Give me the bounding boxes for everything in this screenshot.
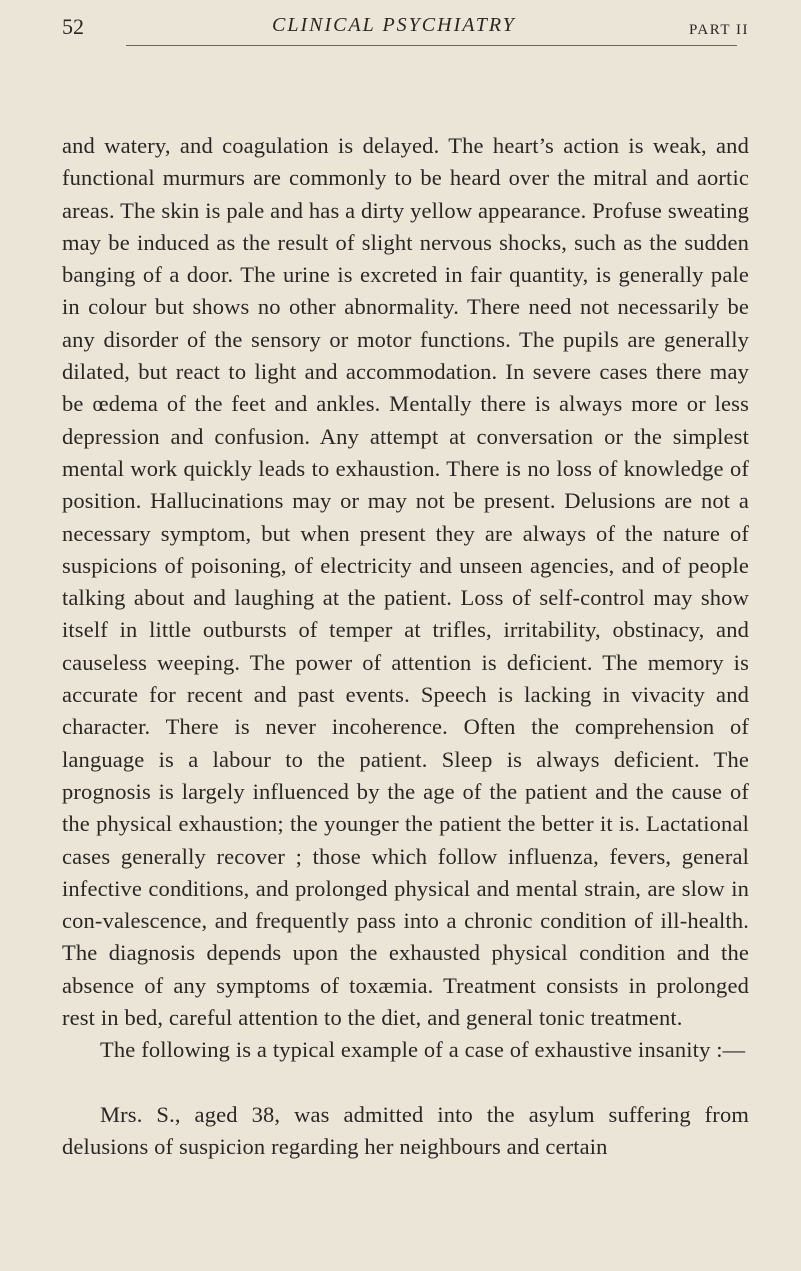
body-text bbox=[62, 130, 749, 1163]
page-number: 52 bbox=[62, 14, 84, 39]
paragraph-case-report: Mrs. S., aged 38, was admitted into the asylum suffering from delusions of suspicion regarding her neighbours and certain bbox=[62, 1101, 749, 1159]
running-head bbox=[62, 14, 749, 38]
header-rule bbox=[126, 45, 737, 46]
running-title: CLINICAL PSYCHIATRY bbox=[272, 14, 516, 36]
paragraph-example-intro: The following is a typical example of a case of exhaustive insanity :— bbox=[100, 1037, 746, 1063]
part-label: PART II bbox=[688, 22, 749, 38]
paragraph-continued: and watery, and coagulation is delayed. The heart’s action is weak, and functional murmurs are commonly to be heard over the mitral and aortic areas. The skin is pale and has a dirty yellow appearance. Profuse sweating may be induced as the result of slight nervous shocks, such as the sudden banging of a door. The urine is excreted in fair quantity, is generally pale in colour but shows no other abnormality. There need not necessarily be any disorder of the sensory or motor functions. The pupils are generally dilated, but react to light and accommodation. In severe cases there may be œdema of the feet and ankles. Mentally there is always more or less depression and confusion. Any attempt at conversation or the simplest mental work quickly leads to exhaustion. There is no loss of knowledge of position. Hallucinations may or may not be present. Delusions are not a necessary symptom, but when present they are always of the nature of suspicions of poisoning, of electricity and unseen agencies, and of people talking about and laughing at the patient. Loss of self-control may show itself in little outbursts of temper at trifles, irritability, obstinacy, and causeless weeping. The power of attention is deficient. The memory is accurate for recent and past events. Speech is lacking in vivacity and character. There is never incoherence. Often the comprehension of language is a labour to the patient. Sleep is always deficient. The prognosis is largely influenced by the age of the patient and the cause of the physical exhaustion; the younger the patient the better it is. Lactational cases generally recover ; those which follow influenza, fevers, general infective conditions, and prolonged physical and mental strain, are slow in con-valescence, and frequently pass into a chronic condition of ill-health. The diagnosis depends upon the exhausted physical condition and the absence of any symptoms of toxæmia. Treatment consists in prolonged rest in bed, careful attention to the diet, and general tonic treatment. bbox=[62, 133, 749, 1031]
